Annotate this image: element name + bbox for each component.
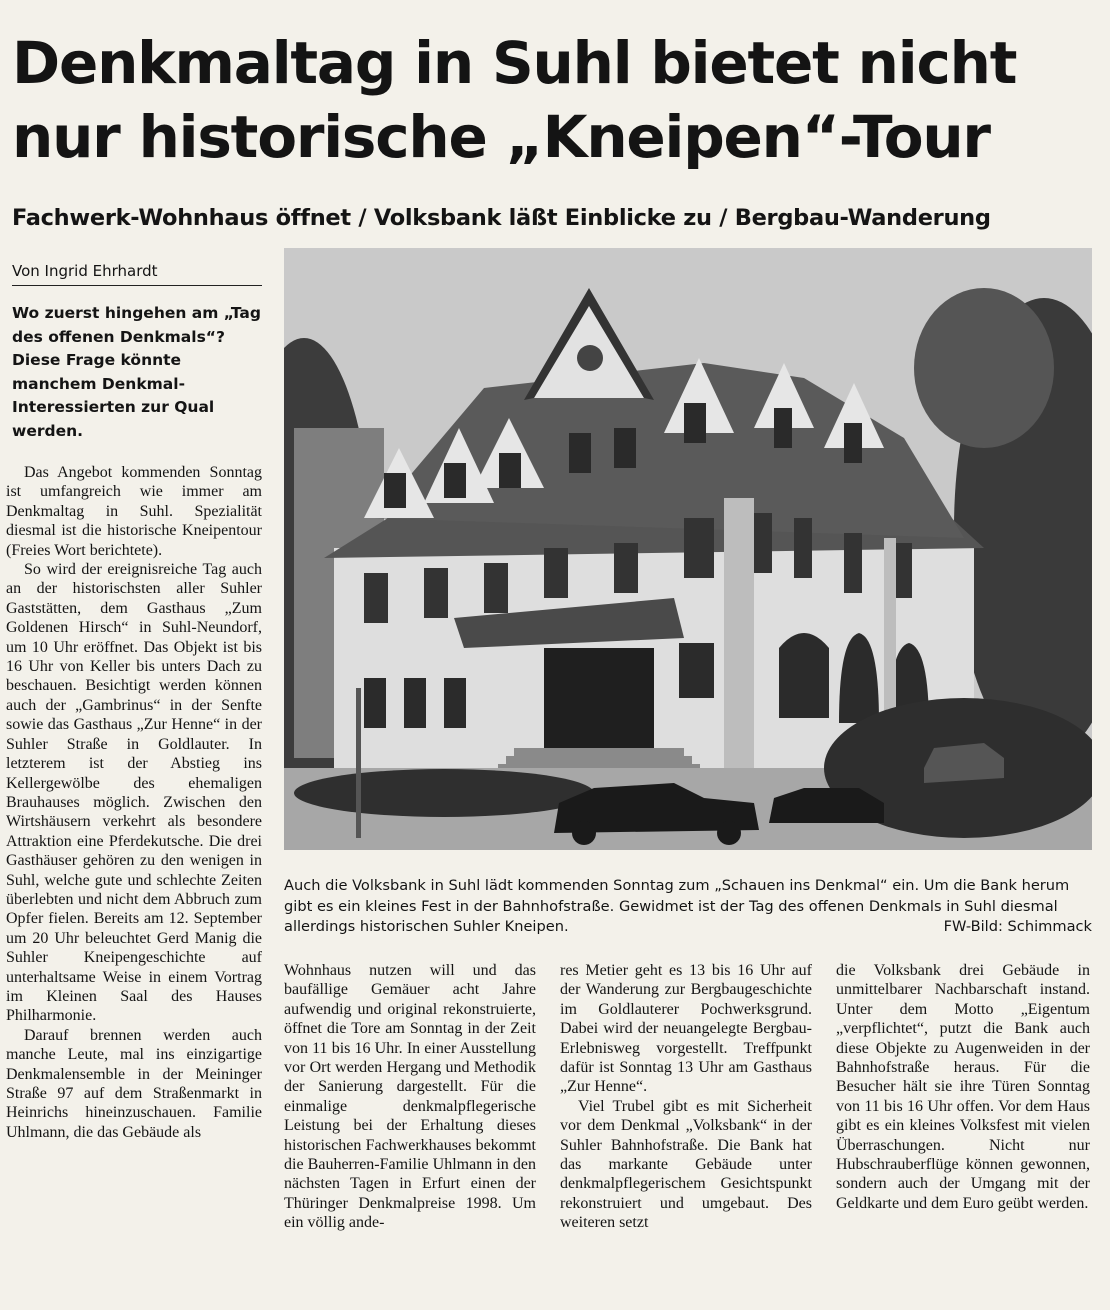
lead-paragraph: Wo zuerst hingehen am „Tag des offenen Denkmals“? Diese Frage könnte manchem Denkmal-Interessierten zur Qual werden. <box>12 304 261 440</box>
headline: Denkmaltag in Suhl bietet nicht nur historische „Kneipen“-Tour <box>12 29 1017 171</box>
body-paragraph-2: So wird der ereignisreiche Tag auch an der historischsten aller Suhler Gaststätten, dem Gasthaus „Zum Goldenen Hirsch“ in Suhl-Neundorf, um 10 Uhr eröffnet. Das Objekt ist bis 16 Uhr von Keller bis unters Dach zu beschauen. Besichtigt werden können auch der „Gambrinus“ in der Senfte sowie das Gasthaus „Zur Henne“ in der Suhler Straße in Goldlauter. In letzterem ist der Abstieg ins Kellergewölbe des ehemaligen Brauhauses möglich. Zwischen den Wirtshäusern verkehrt als besondere Attraktion eine Pferdekutsche. Die drei Gasthäuser gehören zu den wenigen in Suhl, welche gute und schlechte Zeiten überlebten und nicht dem Abbruch zum Opfer fielen. Bereits am 12. September um 20 Uhr beleuchtet Gerd Manig die Suhler Kneipengeschichte auf unterhaltsame Weise in einem Vortrag im Kleinen Saal des Hauses Philharmonie. <box>6 561 262 1025</box>
photo-caption <box>284 876 1092 938</box>
photo-credit: FW-Bild: Schimmack <box>943 918 1092 935</box>
body-paragraph-4: Wohnhaus nutzen will und das baufällige Gemäuer acht Jahre aufwendig und original rekonstruierte, öffnet die Tore am Sonntag in der Zeit von 11 bis 16 Uhr. In einer Ausstellung vor Ort werden Hergang und Methodik der Sanierung dargestellt. Für die einmalige denkmalpflegerische Leistung bei der Erhaltung dieses historischen Fachwerkhauses bekommt die Bauherren-Familie Uhlmann in den nächsten Tagen in Erfurt einen der Thüringer Denkmalpreise 1998. Um ein völlig ande- <box>284 962 536 1232</box>
column-1 <box>6 463 262 1142</box>
photo-volksbank <box>284 248 1092 850</box>
subheadline: Fachwerk-Wohnhaus öffnet / Volksbank läßt Einblicke zu / Bergbau-Wanderung <box>12 205 991 231</box>
body-paragraph-1: Das Angebot kommenden Sonntag ist umfangreich wie immer am Denkmaltag in Suhl. Spezialität diesmal ist die historische Kneipentour (Freies Wort berichtete). <box>6 464 262 559</box>
byline: Von Ingrid Ehrhardt <box>12 261 262 286</box>
body-paragraph-3: Darauf brennen werden auch manche Leute, mal ins einzigartige Denkmalensemble in der Meininger Straße 97 auf dem Straßenmarkt in Heinrichs hineinzuschauen. Familie Uhlmann, die das Gebäude als <box>6 1026 262 1141</box>
column-2 <box>284 961 536 1233</box>
column-3 <box>560 961 812 1233</box>
body-paragraph-5: res Metier geht es 13 bis 16 Uhr auf der Wanderung zur Bergbaugeschichte im Goldlauterer Pochwerksgrund. Dabei wird der neuangelegte Bergbau-Erlebnisweg vorgestellt. Treffpunkt dafür ist Sonntag 13 Uhr am Gasthaus „Zur Henne“. <box>560 962 812 1096</box>
caption-text: Auch die Volksbank in Suhl lädt kommenden Sonntag zum „Schauen ins Denkmal“ ein. Um die Bank herum gibt es ein kleines Fest in der Bahnhofstraße. Gewidmet ist der Tag des offenen Denkmals in Suhl diesmal allerdings historischen Suhler Kneipen. <box>284 877 1070 935</box>
body-paragraph-7: die Volksbank drei Gebäude in unmittelbarer Nachbarschaft instand. Unter dem Motto „Eigentum „verpflichtet“, putzt die Bank auch diese Objekte zu Augenweiden in der Bahnhofstraße heraus. Für die Besucher hält sie ihre Türen Sonntag von 11 bis 16 Uhr offen. Vor dem Haus gibt es ein kleines Volksfest mit vielen Überraschungen. Nicht nur Hubschrauberflüge können gewonnen, sondern auch der Umgang mit der Geldkarte und dem Euro geübt werden. <box>836 962 1090 1212</box>
column-4 <box>836 961 1090 1213</box>
body-paragraph-6: Viel Trubel gibt es mit Sicherheit vor dem Denkmal „Volksbank“ in der Suhler Bahnhofstraße. Die Bank hat das markante Gebäude unter denkmalpflegerischem Gesichtspunkt rekonstruiert und umgebaut. Des weiteren setzt <box>560 1097 812 1232</box>
